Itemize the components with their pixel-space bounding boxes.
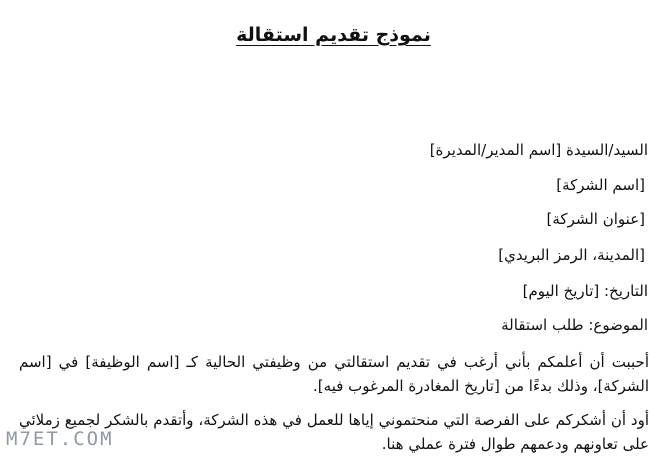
subject-line: الموضوع: طلب استقالة [501, 316, 648, 334]
site-watermark: M7ET.COM [6, 428, 114, 450]
date-line: التاريخ: [تاريخ اليوم] [522, 282, 648, 300]
paragraph-thanks: أود أن أشكركم على الفرصة التي منحتموني إياها للعمل في هذه الشركة، وأتقدم بالشكر لجميع زملائي على تعاونهم ودعمهم طوال فترة عملي هنا. [19, 411, 649, 453]
company-address-line: [عنوان الشركة] [546, 210, 645, 228]
company-name-line: [اسم الشركة] [556, 176, 645, 194]
paragraph-resignation-notice: أحببت أن أعلمكم بأني أرغب في تقديم استقالتي من وظيفتي الحالية كـ [اسم الوظيفة] في [اسم الشركة]، وذلك بدءًا من [تاريخ المغادرة المرغوب فيه]. [19, 353, 649, 395]
recipient-name-line: السيد/السيدة [اسم المدير/المديرة] [429, 141, 648, 159]
city-postal-line: [المدينة، الرمز البريدي] [498, 246, 645, 264]
document-title: نموذج تقديم استقالة [236, 24, 431, 46]
